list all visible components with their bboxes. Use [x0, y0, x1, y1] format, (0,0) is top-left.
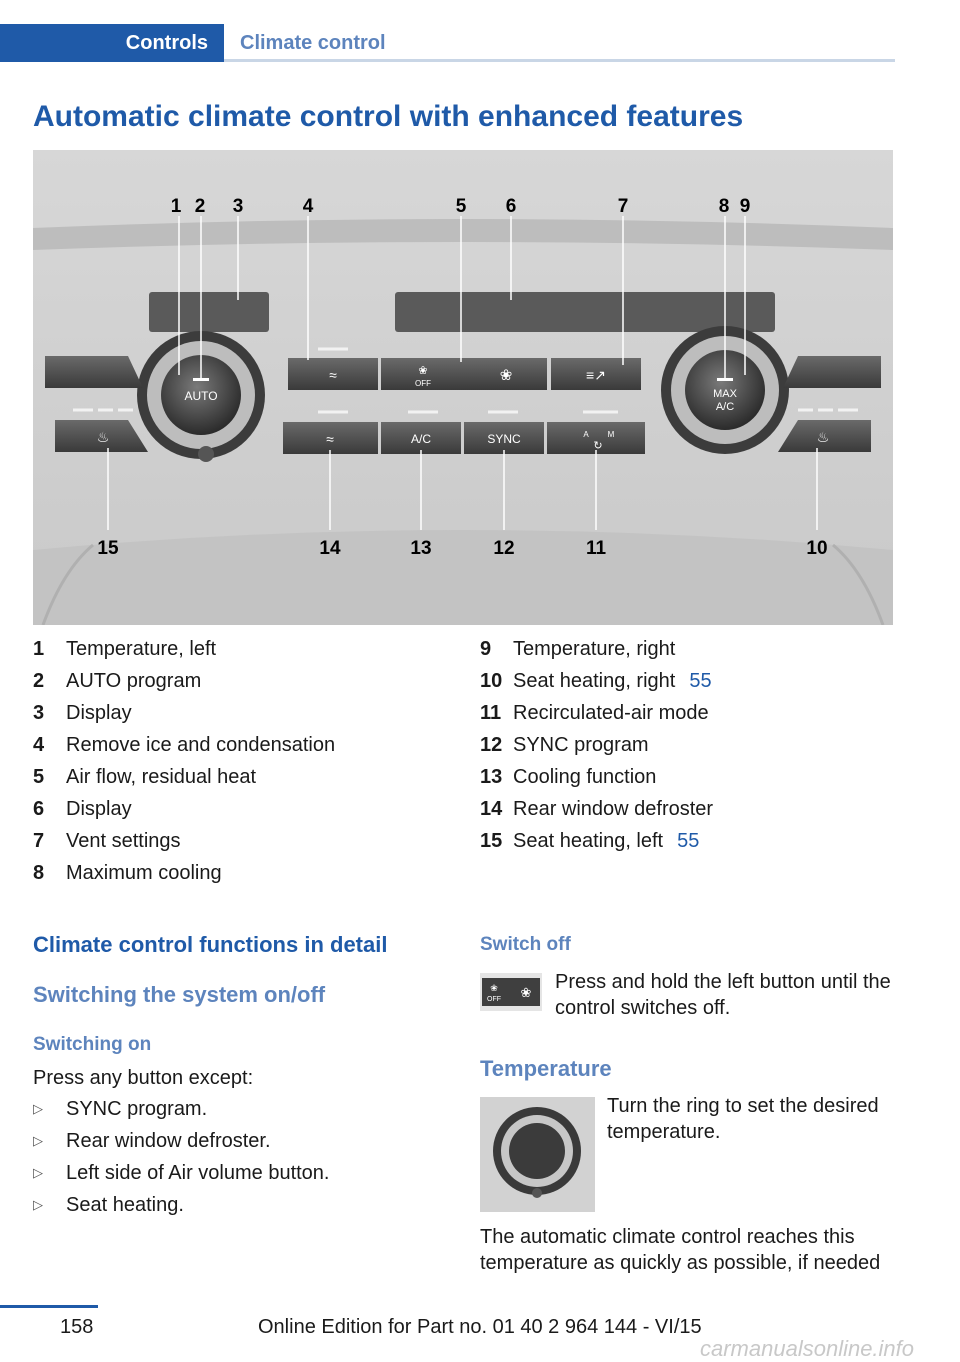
climate-panel-figure — [33, 150, 893, 625]
knob-sensor-left — [198, 446, 214, 462]
callout-8: 8 — [718, 196, 730, 217]
seat-heat-top-right[interactable] — [783, 356, 881, 388]
heading-temperature: Temperature — [480, 1056, 612, 1081]
seat-heat-top-left[interactable] — [45, 356, 143, 388]
legend-text: Seat heating, left — [513, 830, 664, 852]
heading-switch-off: Switch off — [480, 934, 571, 955]
list-item — [33, 1160, 453, 1192]
legend-text: Display — [66, 798, 132, 820]
auto-button-label: AUTO — [184, 389, 218, 403]
seat-heat-right-icon: ♨ — [816, 429, 830, 445]
recirculation-icon: ↻ — [593, 440, 603, 452]
heading-switching: Switching the system on/off — [33, 982, 326, 1007]
page-title: Automatic climate control with enhanced features — [33, 100, 744, 133]
off-label: OFF — [415, 379, 431, 388]
ac-label: A/C — [410, 432, 432, 446]
legend-item — [480, 637, 900, 669]
off-button-thumbnail — [480, 973, 542, 1011]
am-a-label: A — [583, 430, 589, 439]
bullet-list — [33, 1096, 453, 1224]
legend-text: SYNC program — [513, 734, 649, 756]
paragraph-auto-2: temperature as quickly as possible, if needed — [480, 1252, 881, 1274]
legend-item — [480, 797, 900, 829]
watermark: carmanualsonline.info — [700, 1336, 915, 1361]
thumb-off-label: OFF — [487, 996, 501, 1003]
paragraph-press: Press any button except: — [33, 1067, 254, 1089]
callout-11: 11 — [585, 538, 607, 559]
legend-num: 5 — [33, 766, 45, 788]
legend-item — [480, 765, 900, 797]
paragraph-off-2: control switches off. — [555, 997, 731, 1019]
legend-num: 14 — [480, 798, 503, 820]
legend-num: 3 — [33, 702, 45, 724]
paragraph-off-1: Press and hold the left button until the — [555, 971, 891, 993]
legend-text: Vent settings — [66, 830, 181, 852]
triangle-bullet-icon: ▷ — [33, 1165, 43, 1180]
triangle-bullet-icon: ▷ — [33, 1197, 43, 1212]
legend-num: 9 — [480, 638, 492, 660]
am-m-label: M — [607, 430, 615, 439]
legend-num: 6 — [33, 798, 45, 820]
callout-5: 5 — [455, 196, 467, 217]
legend-num: 8 — [33, 862, 45, 884]
legend-num: 10 — [480, 670, 503, 692]
fan-icon: ❀ — [499, 367, 513, 384]
legend-item — [33, 733, 453, 765]
legend-text: Recirculated-air mode — [513, 702, 709, 724]
page-ref-link[interactable]: 55 — [689, 670, 712, 692]
legend-text: Air flow, residual heat — [66, 766, 257, 788]
tab-controls-label: Controls — [125, 32, 208, 54]
fan-icon-small: ❀ — [418, 365, 428, 377]
legend-num: 4 — [33, 734, 45, 756]
legend-item — [480, 701, 900, 733]
list-item-text: SYNC program. — [66, 1098, 208, 1120]
legend-text: Maximum cooling — [66, 862, 222, 884]
air-volume-button[interactable] — [381, 358, 547, 390]
legend-num: 1 — [33, 638, 45, 660]
legend-num: 11 — [480, 702, 502, 724]
callout-10: 10 — [806, 538, 828, 559]
rear-defrost-icon: ≈ — [326, 431, 334, 447]
legend-num: 13 — [480, 766, 503, 788]
callout-14: 14 — [319, 538, 341, 559]
callout-3: 3 — [232, 196, 244, 217]
legend-text: AUTO program — [66, 670, 202, 692]
callout-7: 7 — [617, 196, 629, 217]
svg-text:❀: ❀ — [490, 983, 498, 993]
legend-num: 7 — [33, 830, 45, 852]
legend-text: Cooling function — [513, 766, 657, 788]
paragraph-temp-1: Turn the ring to set the desired — [607, 1095, 879, 1117]
page-number: 158 — [60, 1316, 94, 1338]
legend-item — [33, 797, 453, 829]
legend-num: 15 — [480, 830, 503, 852]
heading-functions: Climate control functions in detail — [33, 932, 388, 957]
list-item-text: Left side of Air volume button. — [66, 1162, 330, 1184]
defrost-front-icon: ≈ — [329, 367, 337, 383]
legend-num: 12 — [480, 734, 503, 756]
sync-label: SYNC — [487, 432, 521, 446]
vent-icon: ≡↗ — [586, 367, 606, 383]
list-item — [33, 1192, 453, 1224]
callout-1: 1 — [170, 196, 182, 217]
paragraph-auto-1: The automatic climate control reaches this — [480, 1226, 855, 1248]
legend-left — [33, 637, 453, 893]
edition-text: Online Edition for Part no. 01 40 2 964 144 - VI/15 — [258, 1316, 702, 1338]
legend-right — [480, 637, 900, 861]
seat-heat-left-icon: ♨ — [96, 429, 110, 445]
callout-13: 13 — [410, 538, 432, 559]
triangle-bullet-icon: ▷ — [33, 1133, 43, 1148]
legend-item — [33, 861, 453, 893]
legend-item — [33, 669, 453, 701]
legend-item — [480, 669, 900, 701]
legend-text: Display — [66, 702, 132, 724]
callout-9: 9 — [739, 196, 751, 217]
legend-num: 2 — [33, 670, 45, 692]
legend-text: Seat heating, right — [513, 670, 676, 692]
callout-2: 2 — [194, 196, 206, 217]
legend-text: Temperature, left — [66, 638, 217, 660]
legend-text: Rear window defroster — [513, 798, 714, 820]
list-item — [33, 1096, 453, 1128]
display-center — [395, 292, 775, 332]
legend-item — [33, 637, 453, 669]
paragraph-temp-2: temperature. — [607, 1121, 721, 1143]
list-item — [33, 1128, 453, 1160]
legend-item — [480, 829, 900, 861]
heading-switching-on: Switching on — [33, 1034, 152, 1055]
page-ref-link[interactable]: 55 — [677, 830, 700, 852]
callout-15: 15 — [97, 538, 119, 559]
temperature-ring-thumbnail — [480, 1097, 595, 1212]
legend-text: Temperature, right — [513, 638, 676, 660]
footer-rule — [0, 1305, 98, 1308]
legend-item — [33, 701, 453, 733]
legend-item — [33, 829, 453, 861]
legend-item — [480, 733, 900, 765]
list-item-text: Seat heating. — [66, 1194, 184, 1216]
svg-text:❀: ❀ — [520, 985, 532, 1000]
list-item-text: Rear window defroster. — [66, 1130, 271, 1152]
triangle-bullet-icon: ▷ — [33, 1101, 43, 1116]
callout-12: 12 — [493, 538, 515, 559]
tab-controls[interactable] — [0, 24, 224, 62]
legend-text: Remove ice and condensation — [66, 734, 336, 756]
max-label: MAX — [713, 388, 737, 400]
callout-4: 4 — [302, 196, 314, 217]
legend-item — [33, 765, 453, 797]
max-ac-label: A/C — [715, 401, 735, 413]
display-left — [149, 292, 269, 332]
tab-climate-control[interactable]: Climate control — [240, 32, 386, 54]
callout-6: 6 — [505, 196, 517, 217]
